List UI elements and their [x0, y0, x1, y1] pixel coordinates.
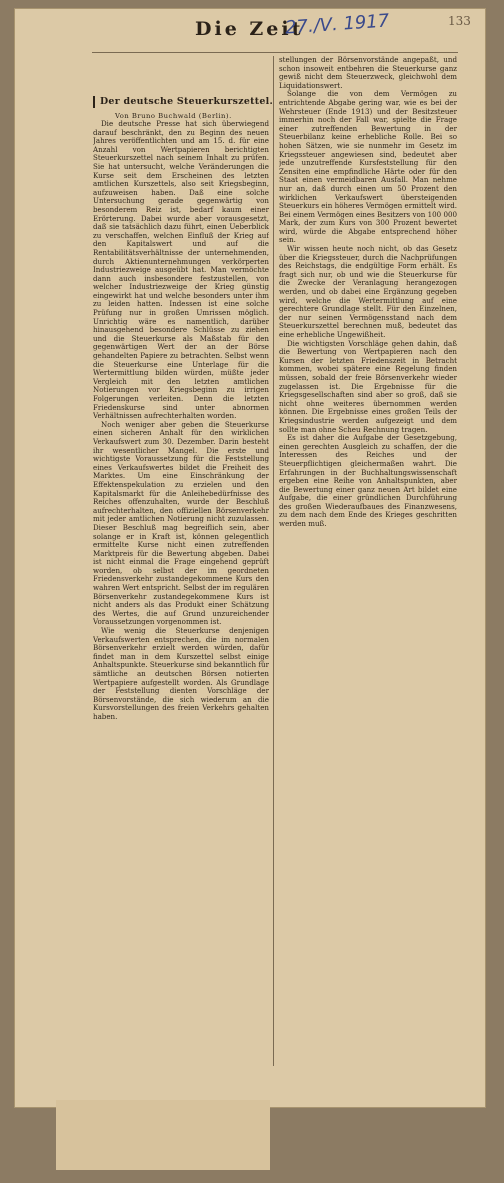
paragraph: Noch weniger aber geben die Steuerkurse einen sicheren Anhalt für den wirklichen Verkaufswert zum 30. Dezember. Darin besteht ihr wesentlicher Mangel. Die erste und wichtigste Voraussetzung für die Feststellung eines Verkaufswertes bildet die Freiheit des Marktes. Um eine Einschränkung der Effektenspekulation zu erzielen und den Kapitalsmarkt für die Anleihebedürfnisse des Reiches offenzuhalten, wurde der Beschluß aufrechterhalten, den offiziellen Börsenverkehr mit jeder amtlichen Notierung nicht zuzulassen. Dieser Beschluß mag begreiflich sein, aber solange er in Kraft ist, können gelegentlich ermittelte Kurse nicht einen zutreffenden Marktpreis für die Bewertung abgeben. Dabei ist nicht einmal die Frage eingehend geprüft worden, ob selbst der im geordneten Friedensverkehr zustandegekommene Kurs den wahren Wert entspricht. Selbst der im regulären Börsenverkehr zustandegekommene Kurs ist nicht anders als das Produkt einer Schätzung des Wertes, die auf Grund unzureichender Voraussetzungen vorgenommen ist. — [93, 419, 269, 627]
right-column — [279, 56, 457, 1066]
paragraph: Die wichtigsten Vorschläge gehen dahin, daß die Bewertung von Wertpapieren nach den Kursen der letzten Friedenszeit in Betracht kommen, wobei spätere eine Regelung finden müssen, sobald der freie Börsenverkehr wieder zugelassen ist. Die Ergebnisse für die Kriegsgesellschaften sind aber so groß, daß sie nicht ohne weiteres übernommen werden können. Die Ergebnisse eines großen Teils der Kriegsindustrie werden aufgezeigt und dem sollte man ohne Scheu Rechnung tragen. — [279, 338, 457, 434]
masthead: Die Zeit — [195, 18, 304, 40]
page-number: 133 — [448, 14, 471, 28]
paragraph: Die deutsche Presse hat sich überwiegend darauf beschränkt, den zu Beginn des neuen Jahres veröffentlichten und am 15. d. für eine Anzahl von Wertpapieren berichtigten Steuerkurszettel nach seinem Inhalt zu prüfen. Sie hat untersucht, welche Veränderungen die Kurse seit dem Erscheinen des letzten amtlichen Kurszettels, also seit Kriegsbeginn, aufzuweisen haben. Daß eine solche Untersuchung gerade gegenwärtig von besonderem Reiz ist, bedarf kaum einer Erörterung. Dabei wurde aber vorausgesetzt, daß sie tatsächlich dazu führt, einen Ueberblick zu verschaffen, welchen Einfluß der Krieg auf den Kapitalswert und auf die Rentabilitätsverhältnisse der unternehmenden, durch Aktienunternehmungen verkörperten Industriezweige ausgeübt hat. Man vermöchte dann auch insbesondere festzustellen, von welcher Industriezweige der Krieg günstig eingewirkt hat und welche besonders unter ihm zu leiden hatten. Indessen ist eine solche Prüfung nur in großen Umrissen möglich. Unrichtig wäre es namentlich, darüber hinausgehend besondere Schlüsse zu ziehen und die Steuerkurse als Maßstab für den gegenwärtigen Wert der an der Börse gehandelten Papiere zu betrachten. Selbst wenn die Steuerkurse eine Unterlage für die Wertermittlung bilden würden, müßte jeder Vergleich mit den letzten amtlichen Notierungen vor Kriegsbeginn zu irrigen Folgerungen verleiten. Denn die letzten Friedenskurse sind unter abnormen Verhältnissen aufrechterhalten worden. — [93, 120, 269, 421]
column-divider — [273, 56, 274, 1066]
paragraph: Wir wissen heute noch nicht, ob das Gesetz über die Kriegssteuer, durch die Nachprüfungen des Reichstags, die endgültige Form erhält. Es fragt sich nur, ob und wie die Steuerkurse für die Zwecke der Veranlagung herangezogen werden, und ob dabei eine Ergänzung gegeben wird, welche die Wertermittlung auf eine gerechtere Grundlage stellt. Für den Einzelnen, der nur seinen Vermögensstand nach dem Steuerkurszettel berechnen muß, bedeutet das eine erhebliche Ungewißheit. — [279, 244, 457, 339]
paragraph: Solange die von dem Vermögen zu entrichtende Abgabe gering war, wie es bei der Wehrsteuer (Ende 1913) und der Besitzsteuer immerhin noch der Fall war, spielte die Frage einer zutreffenden Bewertung in der Steuerbilanz keine erhebliche Rolle. Bei so hohen Sätzen, wie sie nunmehr im Gesetz im Kriegssteuer angewiesen sind, bedeutet aber jede unzutreffende Kursfeststellung für den Zensiten eine empfindliche Härte oder für den Staat einen vermeidbaren Ausfall. Man nehme nur an, daß durch einen um 50 Prozent den wirklichen Verkaufswert übersteigenden Steuerkurs ein höheres Vermögen ermittelt wird. Bei einem Vermögen eines Besitzers von 100 000 Mark, der zum Kurs von 300 Prozent bewertet wird, würde die Abgabe entsprechend höher sein. — [279, 89, 457, 245]
paragraph: Wie wenig die Steuerkurse denjenigen Verkaufswerten entsprechen, die im normalen Börsenverkehr erzielt werden würden, dafür findet man in dem Kurszettel selbst einige Anhaltspunkte. Steuerkurse sind bekanntlich für sämtliche an deutschen Börsen notierten Wertpapiere aufgestellt worden. Als Grundlage der Feststellung dienten Vorschläge der Börsenvorstände, die sich wiederum an die Kursvorstellungen des freien Verkehrs gehalten haben. — [93, 626, 269, 721]
header-rule — [92, 52, 458, 53]
article-byline: Von Bruno Buchwald (Berlin). — [115, 112, 232, 120]
paragraph: Es ist daher die Aufgabe der Gesetzgebung, einen gerechten Ausgleich zu schaffen, der die Interessen des Reiches und der Steuerpflichtigen gleichermaßen wahrt. Die Erfahrungen in der Buchhaltungswissenschaft ergeben eine Reihe von Anhaltspunkten, aber die Bewertung einer ganz neuen Art bildet eine Aufgabe, die einer gründlichen Durchführung des großen Wiederaufbaues des Finanzwesens, zu dem nach dem Ende des Krieges geschritten werden muß. — [279, 433, 457, 529]
paragraph: stellungen der Börsenvorstände angepaßt, und schon insoweit entbehren die Steuerkurse ganz gewiß nicht dem Steuerzweck, gleichwohl dem Liquidationswert. — [279, 56, 457, 90]
article-title: Der deutsche Steuerkurszettel. — [100, 96, 274, 107]
section-mark — [93, 96, 95, 108]
left-column — [93, 120, 269, 1162]
handwritten-date: 27./Ⅴ. 1917 — [284, 10, 390, 39]
